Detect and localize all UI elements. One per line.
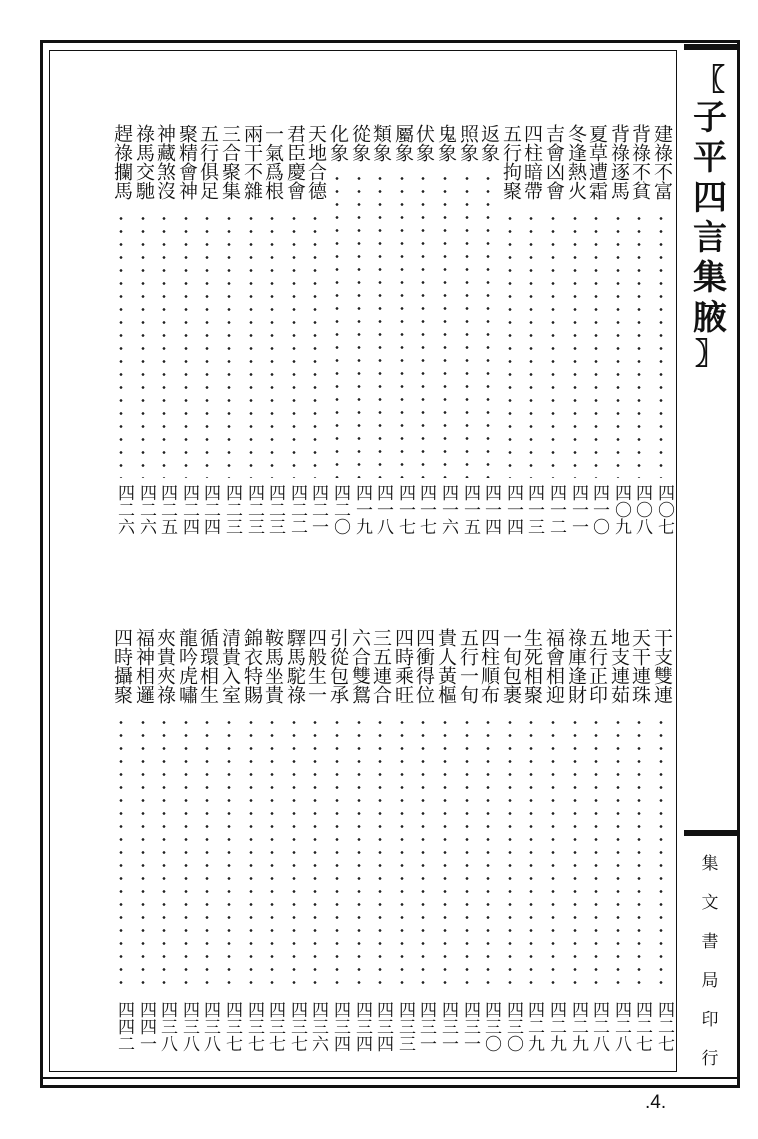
title-char: 四 (693, 178, 727, 218)
leader-dots (529, 716, 533, 994)
leader-dots (486, 716, 490, 994)
toc-page-number: 四三七 (222, 1001, 242, 1052)
toc-entry-title: 鬼象 (435, 124, 457, 162)
toc-entry-title: 天地合德 (305, 124, 327, 200)
leader-dots (659, 212, 663, 478)
title-char: 腋 (693, 298, 727, 338)
publisher-char: 集 (701, 854, 719, 874)
bottom-rule (40, 1077, 740, 1079)
toc-entry-title: 福會相迎 (543, 628, 565, 704)
toc-page-number: 四二三 (265, 484, 285, 535)
toc-page-number: 四二三 (222, 484, 242, 535)
title-char: 子 (693, 98, 727, 138)
toc-page-number: 四二九 (546, 1001, 566, 1052)
publisher-char: 局 (701, 971, 719, 991)
publisher-char: 書 (701, 932, 719, 952)
leader-dots (357, 172, 361, 478)
toc-entry-title: 干支雙連 (651, 628, 673, 704)
toc-entry-title: 貴人黃樞 (435, 628, 457, 704)
toc-page-number: 四〇八 (632, 484, 652, 535)
toc-page-number: 四三三 (395, 1001, 415, 1052)
toc-entry-title: 返象 (478, 124, 500, 162)
toc-entry-title: 五行拘聚 (500, 124, 522, 200)
leader-dots (205, 716, 209, 994)
leader-dots (443, 716, 447, 994)
toc-page-number: 四二九 (524, 1001, 544, 1052)
leader-dots (313, 212, 317, 478)
toc-page-number: 四三〇 (481, 1001, 501, 1052)
toc-entry-title: 從象 (349, 124, 371, 162)
leader-dots (205, 212, 209, 478)
toc-entry-title: 五行俱足 (197, 124, 219, 200)
toc-entry-title: 驛馬駝祿 (284, 628, 306, 704)
toc-entry-title: 地支連茹 (608, 628, 630, 704)
toc-entry-title: 三五連合 (370, 628, 392, 704)
leader-dots (400, 172, 404, 478)
toc-page-number: 四三七 (265, 1001, 285, 1052)
toc-page-number: 四一五 (460, 484, 480, 535)
toc-page-number: 四三〇 (503, 1001, 523, 1052)
toc-entry-title: 背祿不貧 (629, 124, 651, 200)
title-char: 集 (693, 258, 727, 298)
toc-page-number: 四三一 (438, 1001, 458, 1052)
toc-entry-title: 四柱順布 (478, 628, 500, 704)
toc-entry-title: 一旬包裹 (500, 628, 522, 704)
toc-entry-title: 屬象 (392, 124, 414, 162)
toc-page-number: 四二五 (157, 484, 177, 535)
toc-page-number: 四二六 (136, 484, 156, 535)
leader-dots (184, 212, 188, 478)
leader-dots (378, 172, 382, 478)
toc-entry-title: 聚精會神 (176, 124, 198, 200)
leader-dots (637, 716, 641, 994)
toc-page-number: 四一七 (395, 484, 415, 535)
leader-dots (616, 716, 620, 994)
leader-dots (400, 716, 404, 994)
toc-page-number: 四一一 (568, 484, 588, 535)
toc-page-number: 四三四 (352, 1001, 372, 1052)
toc-page-number: 四二七 (654, 1001, 674, 1052)
toc-entry-title: 兩干不雜 (241, 124, 263, 200)
title-bracket-open: 〖 (695, 63, 725, 98)
toc-entry-title: 龍吟虎嘯 (176, 628, 198, 704)
toc-page-number: 四二六 (114, 484, 134, 535)
toc-entry-title: 錦衣特賜 (241, 628, 263, 704)
leader-dots (573, 212, 577, 478)
leader-dots (270, 212, 274, 478)
toc-entry-title: 四衝得位 (413, 628, 435, 704)
leader-dots (227, 716, 231, 994)
toc-page-number: 四一二 (546, 484, 566, 535)
leader-dots (551, 716, 555, 994)
title-char: 平 (693, 138, 727, 178)
leader-dots (508, 212, 512, 478)
toc-entry-title: 五行一旬 (457, 628, 479, 704)
page-number: .4. (645, 1092, 667, 1113)
toc-entry-title: 清貴入室 (219, 628, 241, 704)
leader-dots (162, 716, 166, 994)
toc-entry-title: 鞍馬坐貴 (262, 628, 284, 704)
toc-page-number: 四三七 (244, 1001, 264, 1052)
leader-dots (465, 716, 469, 994)
leader-dots (227, 212, 231, 478)
leader-dots (270, 716, 274, 994)
toc-page-number: 四二四 (200, 484, 220, 535)
toc-page-number: 四二一 (308, 484, 328, 535)
book-title (684, 64, 736, 424)
side-bar-top (684, 44, 738, 50)
leader-dots (292, 212, 296, 478)
toc-entry-title: 引從包承 (327, 628, 349, 704)
toc-page-number: 四二九 (568, 1001, 588, 1052)
title-char: 言 (693, 218, 727, 258)
leader-dots (335, 716, 339, 994)
toc-entry-title: 六合雙鴛 (349, 628, 371, 704)
toc-page-number: 四二八 (611, 1001, 631, 1052)
toc-page-number: 四一八 (373, 484, 393, 535)
title-bracket-close: 〗 (695, 337, 725, 372)
toc-page-number: 四一六 (438, 484, 458, 535)
leader-dots (357, 716, 361, 994)
leader-dots (119, 212, 123, 478)
toc-entry-title: 三合聚集 (219, 124, 241, 200)
toc-entry-title: 夏草遭霜 (586, 124, 608, 200)
toc-entry-title: 君臣慶會 (284, 124, 306, 200)
leader-dots (594, 212, 598, 478)
leader-dots (421, 172, 425, 478)
leader-dots (335, 172, 339, 478)
toc-page-number: 四二四 (179, 484, 199, 535)
leader-dots (594, 716, 598, 994)
toc-entry-title: 四時乘旺 (392, 628, 414, 704)
toc-page-number: 四二三 (244, 484, 264, 535)
toc-entry-title: 神藏煞沒 (154, 124, 176, 200)
toc-entry-title: 祿庫逢財 (565, 628, 587, 704)
toc-page-number: 四三一 (460, 1001, 480, 1052)
leader-dots (486, 172, 490, 478)
leader-dots (292, 716, 296, 994)
toc-page-number: 四三四 (330, 1001, 350, 1052)
toc-page-number: 四一四 (503, 484, 523, 535)
leader-dots (141, 716, 145, 994)
toc-entry-title: 背祿逐馬 (608, 124, 630, 200)
toc-page-number: 四四一 (136, 1001, 156, 1052)
leader-dots (141, 212, 145, 478)
toc-entry-title: 四時攝聚 (111, 628, 133, 704)
toc-entry-title: 伏象 (413, 124, 435, 162)
leader-dots (659, 716, 663, 994)
leader-dots (529, 212, 533, 478)
toc-page-number: 四一九 (352, 484, 372, 535)
toc-entry-title: 一氣爲根 (262, 124, 284, 200)
leader-dots (573, 716, 577, 994)
toc-page-number: 四一〇 (589, 484, 609, 535)
toc-entry-title: 生死相聚 (521, 628, 543, 704)
side-bar-middle (684, 830, 738, 836)
toc-page-number: 四三八 (179, 1001, 199, 1052)
toc-entry-title: 祿馬交馳 (133, 124, 155, 200)
toc-entry-title: 建祿不富 (651, 124, 673, 200)
leader-dots (443, 172, 447, 478)
leader-dots (249, 716, 253, 994)
toc-entry-title: 天干連珠 (629, 628, 651, 704)
publisher-char: 文 (701, 893, 719, 913)
toc-page-number: 四〇七 (654, 484, 674, 535)
toc-entry-title: 循環相生 (197, 628, 219, 704)
toc-page-number: 四三六 (308, 1001, 328, 1052)
toc-entry-title: 五行正印 (586, 628, 608, 704)
leader-dots (465, 172, 469, 478)
leader-dots (616, 212, 620, 478)
leader-dots (249, 212, 253, 478)
toc-page-number: 四四二 (114, 1001, 134, 1052)
leader-dots (508, 716, 512, 994)
toc-page-number: 四一七 (416, 484, 436, 535)
toc-page-number: 四二二 (287, 484, 307, 535)
toc-entry-title: 趕祿攔馬 (111, 124, 133, 200)
toc-page-number: 四二八 (589, 1001, 609, 1052)
leader-dots (378, 716, 382, 994)
leader-dots (119, 716, 123, 994)
toc-page-number: 四二〇 (330, 484, 350, 535)
publisher-char: 印 (701, 1010, 719, 1030)
toc-page-number: 四一三 (524, 484, 544, 535)
leader-dots (184, 716, 188, 994)
toc-page-number: 四三一 (416, 1001, 436, 1052)
toc-entry-title: 四般生一 (305, 628, 327, 704)
publisher-imprint (684, 845, 736, 1079)
toc-entry-title: 照象 (457, 124, 479, 162)
toc-entry-title: 化象 (327, 124, 349, 162)
toc-page-number: 四三八 (157, 1001, 177, 1052)
toc-entry-title: 夾貴夾祿 (154, 628, 176, 704)
toc-page-number: 四一四 (481, 484, 501, 535)
toc-page-number: 四三四 (373, 1001, 393, 1052)
toc-entry-title: 冬逢熱火 (565, 124, 587, 200)
leader-dots (421, 716, 425, 994)
leader-dots (551, 212, 555, 478)
toc-page-number: 四二七 (632, 1001, 652, 1052)
leader-dots (313, 716, 317, 994)
publisher-char: 行 (701, 1049, 719, 1069)
toc-entry-title: 吉會凶會 (543, 124, 565, 200)
toc-entry-title: 四柱暗帶 (521, 124, 543, 200)
leader-dots (162, 212, 166, 478)
toc-page-number: 四三八 (200, 1001, 220, 1052)
leader-dots (637, 212, 641, 478)
toc-page-number: 四〇九 (611, 484, 631, 535)
toc-entry-title: 福神相邏 (133, 628, 155, 704)
toc-page-number: 四三七 (287, 1001, 307, 1052)
toc-entry-title: 類象 (370, 124, 392, 162)
